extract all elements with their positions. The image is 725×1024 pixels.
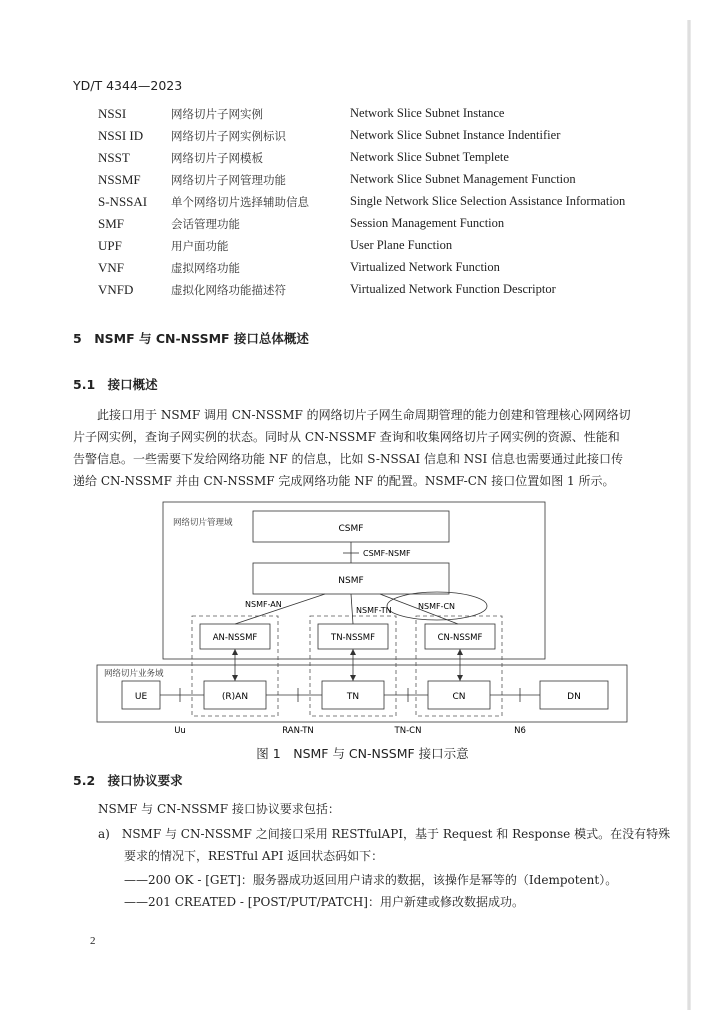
- abbreviation-english: Network Slice Subnet Templete: [350, 150, 509, 164]
- abbreviation-chinese: 虚拟化网络功能描述符: [171, 283, 286, 297]
- dn-label: DN: [567, 692, 581, 702]
- abbreviation-chinese: 网络切片子网实例标识: [171, 129, 286, 143]
- abbreviation-chinese: 单个网络切片选择辅助信息: [171, 195, 309, 209]
- abbreviation-chinese: 会话管理功能: [171, 217, 240, 231]
- abbreviation-english: Network Slice Subnet Instance Indentifier: [350, 128, 561, 142]
- csmf-nsmf-interface-label: CSMF-NSMF: [363, 549, 411, 558]
- abbreviation-term: S-NSSAI: [98, 194, 148, 209]
- abbreviation-chinese: 网络切片子网模板: [171, 151, 263, 165]
- abbreviation-chinese: 网络切片子网管理功能: [171, 173, 286, 187]
- page-number: 2: [90, 935, 96, 947]
- an-nssmf-label: AN-NSSMF: [212, 633, 258, 643]
- ran-label: (R)AN: [221, 692, 249, 702]
- paragraph-line: 此接口用于 NSMF 调用 CN-NSSMF 的网络切片子网生命周期管理的能力创建和管理核心网网络切: [73, 408, 631, 422]
- abbreviation-chinese: 用户面功能: [171, 239, 229, 253]
- ran-tn-interface-label: RAN-TN: [282, 726, 314, 736]
- tn-nssmf-label: TN-NSSMF: [331, 633, 375, 643]
- csmf-label: CSMF: [338, 524, 364, 534]
- abbreviation-chinese: 网络切片子网实例: [171, 107, 263, 121]
- uu-interface-label: Uu: [174, 726, 186, 736]
- service-domain-label: 网络切片业务域: [104, 669, 164, 679]
- abbreviation-term: NSST: [98, 150, 130, 165]
- abbreviation-term: UPF: [98, 238, 122, 253]
- status-code-201: ——201 CREATED - [POST/PUT/PATCH]：用户新建或修改数据成功。: [124, 895, 524, 909]
- mgmt-domain-label: 网络切片管理域: [173, 518, 233, 528]
- abbreviation-english: Virtualized Network Function: [350, 260, 500, 274]
- abbreviation-english: Session Management Function: [350, 216, 505, 230]
- section-5-2-intro: NSMF 与 CN-NSSMF 接口协议要求包括：: [98, 802, 340, 816]
- abbreviation-term: SMF: [98, 216, 125, 231]
- abbreviation-english: Network Slice Subnet Instance: [350, 106, 505, 120]
- abbreviation-english: Virtualized Network Function Descriptor: [350, 282, 556, 296]
- section-5-1-heading: 5.1 接口概述: [73, 377, 158, 392]
- section-5-2-heading: 5.2 接口协议要求: [73, 773, 183, 788]
- abbreviation-english: User Plane Function: [350, 238, 453, 252]
- list-item-a-line1: a) NSMF 与 CN-NSSMF 之间接口采用 RESTfulAPI，基于 Request 和 Response 模式。在没有特殊: [98, 827, 671, 841]
- paragraph-line: 告警信息。一些需要下发给网络功能 NF 的信息，比如 S-NSSAI 信息和 NSI 信息也需要通过此接口传: [73, 452, 624, 466]
- abbreviation-term: NSSI: [98, 106, 127, 121]
- paragraph-line: 递给 CN-NSSMF 并由 CN-NSSMF 完成网络功能 NF 的配置。NSMF-CN 接口位置如图 1 所示。: [73, 474, 615, 488]
- nsmf-tn-interface-label: NSMF-TN: [356, 606, 392, 615]
- paragraph-line: 片子网实例，查询子网实例的状态。同时从 CN-NSSMF 查询和收集网络切片子网实例的资源、性能和: [73, 430, 620, 444]
- abbreviation-term: VNFD: [98, 282, 134, 297]
- n6-interface-label: N6: [514, 726, 526, 736]
- section-5-heading: 5 NSMF 与 CN-NSSMF 接口总体概述: [73, 331, 309, 346]
- tn-cn-interface-label: TN-CN: [394, 726, 422, 736]
- ue-label: UE: [134, 692, 148, 702]
- nsmf-an-interface-label: NSMF-AN: [245, 600, 282, 609]
- document-header: YD/T 4344—2023: [73, 78, 183, 93]
- abbreviation-chinese: 虚拟网络功能: [171, 261, 240, 275]
- tn-label: TN: [346, 692, 360, 702]
- cn-label: CN: [452, 692, 466, 702]
- figure-caption: 图 1 NSMF 与 CN-NSSMF 接口示意: [256, 746, 469, 761]
- abbreviation-term: VNF: [98, 260, 125, 275]
- nsmf-cn-interface-label: NSMF-CN: [418, 602, 456, 611]
- status-code-200: ——200 OK - [GET]：服务器成功返回用户请求的数据，该操作是幂等的（Idempotent）。: [124, 873, 618, 887]
- cn-nssmf-label: CN-NSSMF: [437, 633, 483, 643]
- abbreviation-term: NSSMF: [98, 172, 141, 187]
- abbreviation-term: NSSI ID: [98, 128, 144, 143]
- abbreviation-english: Network Slice Subnet Management Function: [350, 172, 576, 186]
- nsmf-label: NSMF: [338, 576, 364, 586]
- service-domain-box: [97, 665, 627, 722]
- list-item-a-line2: 要求的情况下，RESTful API 返回状态码如下：: [124, 849, 384, 863]
- abbreviation-english: Single Network Slice Selection Assistance Information: [350, 194, 626, 208]
